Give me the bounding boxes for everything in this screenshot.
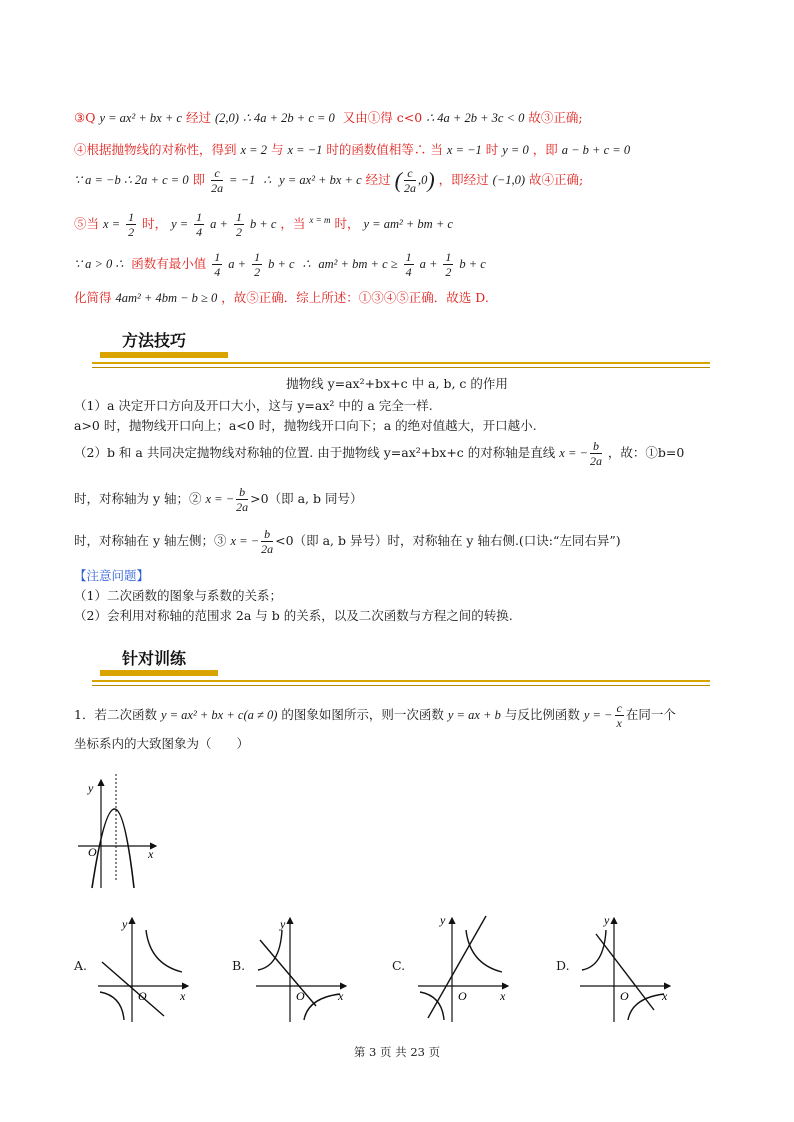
note-1: （1）二次函数的图象与系数的关系； [74, 588, 282, 603]
fraction-c-over-2a: $\frac{c}{2a}$ [211, 166, 224, 195]
axis-x-label: x [662, 989, 668, 1003]
methods-p5: 时，对称轴在 y 轴左侧；③ x = − $\frac{b}{2a}$ <0（即 a, b 异号）时，对称轴在 y 轴右侧.(口诀:“左同右异”) [74, 527, 621, 556]
note-2: （2）会利用对称轴的范围求 2a 与 b 的关系，以及二次函数与方程之间的转换. [74, 608, 513, 623]
fraction-one-half-ineq: $\frac{1}{2}$ [445, 250, 452, 279]
section-underline-thick [100, 352, 228, 358]
solution-line-6: ⑤当 x = $\frac{1}{2}$ 时， y = $\frac{1}{4}$ a + $\frac{1}{2}$ b + c ，当 $^{x = m}$ 时， y = am² + bm + c [74, 210, 453, 240]
fraction-b-over-2a: $\frac{b}{2a}$ [589, 439, 602, 468]
option-c-graph[interactable] [414, 910, 514, 1025]
origin-label: O [296, 989, 305, 1003]
axis-y-label: y [122, 917, 128, 931]
fraction-c-over-2a-point: $\frac{c}{2a}$ [403, 166, 416, 195]
fraction-one-half: $\frac{1}{2}$ [128, 210, 135, 240]
fraction-c-over-x: $\frac{c}{x}$ [616, 701, 622, 730]
methods-subtitle: 抛物线 y=ax²+bx+c 中 a, b, c 的作用 [286, 376, 508, 391]
axis-x-label: x [148, 847, 154, 861]
section-underline-2 [92, 367, 710, 368]
origin-label: O [620, 989, 629, 1003]
axis-y-label: y [88, 781, 94, 795]
fraction-one-quarter-ineq: $\frac{1}{4}$ [405, 250, 412, 279]
fraction-b-over-2a-right: $\frac{b}{2a}$ [261, 527, 274, 556]
question-1-line-1: 1．若二次函数 y = ax² + bx + c(a ≠ 0) 的图象如图所示，则一次函数 y = ax + b 与反比例函数 y = − $\frac{c}{x}$ 在同一个 [74, 701, 676, 730]
origin-label: O [88, 845, 97, 859]
axis-y-label: y [604, 913, 610, 927]
question-1-line-2: 坐标系内的大致图象为（ ） [74, 736, 250, 751]
option-a-graph[interactable] [94, 910, 194, 1025]
solution-line-7: ∵ a > 0 ∴ 函数有最小值 $\frac{1}{4}$ a + $\frac{1}{2}$ b + c ∴ am² + bm + c ≥ $\frac{1}{4}$ a + $\frac{1}{2}$ b + c [74, 250, 486, 279]
section-title-methods: 方法技巧 [122, 331, 187, 350]
methods-p2: a>0 时，抛物线开口向上；a<0 时，抛物线开口向下；a 的绝对值越大，开口越小. [74, 418, 537, 433]
solution-line-5: ∵ a = −b ∴ 2a + c = 0 即 $\frac{c}{2a}$ = −1 ∴ y = ax² + bx + c 经过 ( $\frac{c}{2a}$ ,0) ，即经过 (−1,0) 故④正确; [74, 166, 584, 195]
option-d-graph[interactable] [576, 910, 676, 1025]
axis-y-label: y [280, 917, 286, 931]
fraction-one-half-min: $\frac{1}{2}$ [254, 250, 261, 279]
fraction-one-half-b: $\frac{1}{2}$ [235, 210, 242, 240]
section-underline-4 [92, 685, 710, 686]
section-underline-3 [92, 680, 710, 682]
methods-p1: （1）a 决定开口方向及开口大小，这与 y=ax² 中的 a 完全一样. [74, 398, 433, 413]
option-c-label[interactable]: C. [392, 958, 406, 973]
option-d-label[interactable]: D. [556, 958, 570, 973]
fraction-one-quarter: $\frac{1}{4}$ [196, 210, 203, 240]
option-b-graph[interactable] [252, 910, 352, 1025]
fraction-one-quarter-min: $\frac{1}{4}$ [214, 250, 221, 279]
section-underline [92, 362, 710, 364]
option-a-label[interactable]: A. [74, 958, 88, 973]
fraction-b-over-2a-left: $\frac{b}{2a}$ [236, 485, 249, 514]
axis-y-label: y [440, 913, 446, 927]
parabola-figure [74, 770, 174, 890]
axis-x-label: x [338, 989, 344, 1003]
note-title: 【注意问题】 [74, 568, 150, 583]
page-footer: 第 3 页 共 23 页 [353, 1045, 441, 1059]
section-title-practice: 针对训练 [122, 649, 187, 668]
solution-line-3: ③Q y = ax² + bx + c 经过 (2,0) ∴ 4a + 2b + c = 0 又由①得 c<0 ∴ 4a + 2b + 3c < 0 故③正确; [74, 110, 583, 125]
axis-x-label: x [500, 989, 506, 1003]
methods-p3: （2）b 和 a 共同决定抛物线对称轴的位置. 由于抛物线 y=ax²+bx+c 的对称轴是直线 x = − $\frac{b}{2a}$ ，故：①b=0 [74, 439, 685, 468]
origin-label: O [458, 989, 467, 1003]
solution-line-4: ④根据抛物线的对称性，得到 x = 2 与 x = −1 时的函数值相等∴ 当 x = −1 时 y = 0 ，即 a − b + c = 0 [74, 142, 631, 157]
section-underline-thick-2 [100, 670, 218, 676]
axis-x-label: x [180, 989, 186, 1003]
methods-p4: 时，对称轴为 y 轴；② x = − $\frac{b}{2a}$ >0（即 a, b 同号） [74, 485, 363, 514]
origin-label: O [138, 989, 147, 1003]
solution-line-8: 化简得 4am² + 4bm − b ≥ 0 ，故⑤正确．综上所述：①③④⑤正确．故选 D. [74, 290, 489, 305]
option-b-label[interactable]: B. [232, 958, 246, 973]
